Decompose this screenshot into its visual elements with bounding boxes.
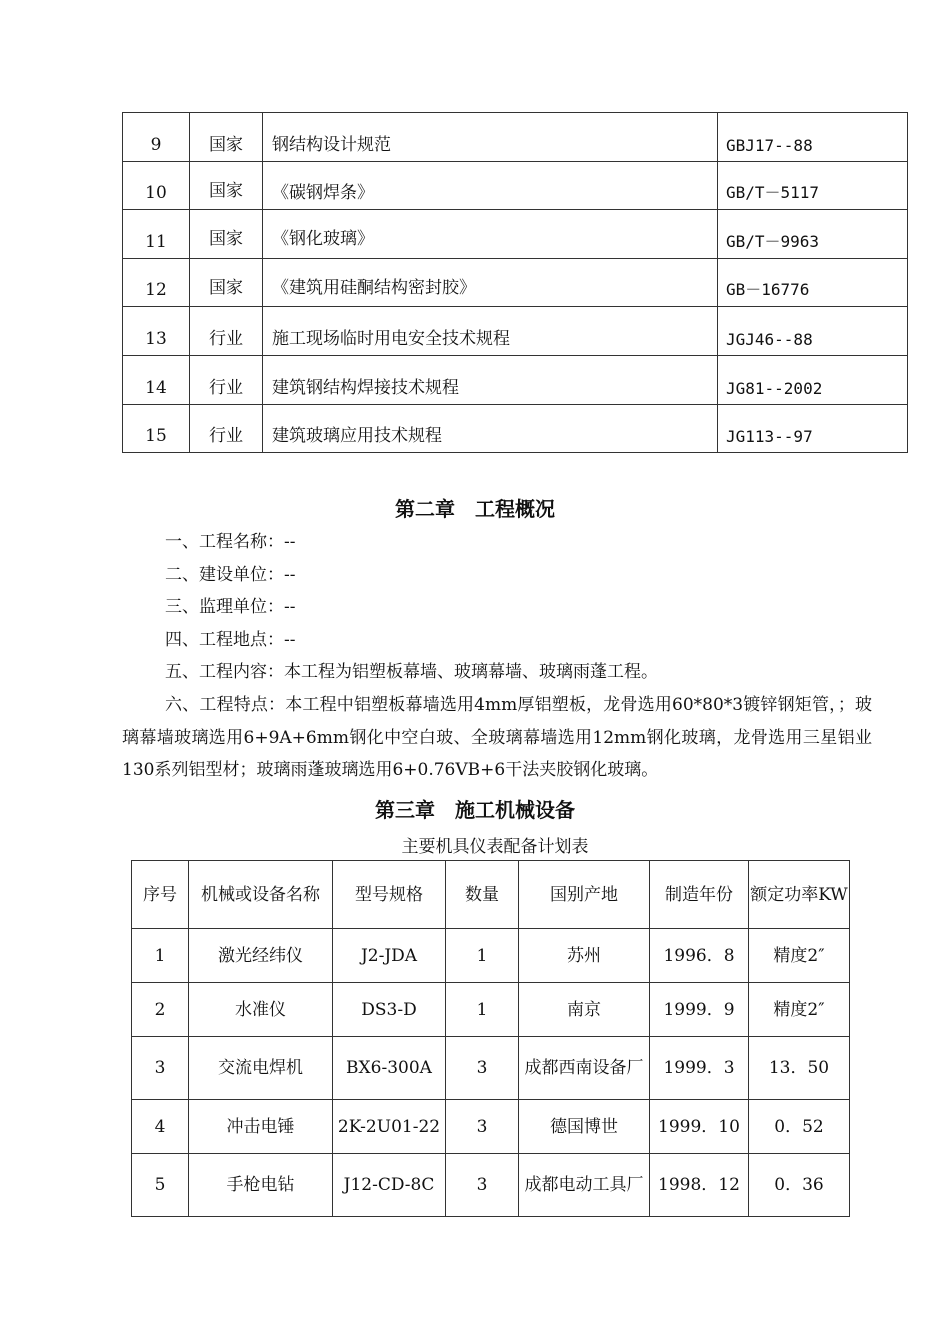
standards-table — [122, 112, 908, 453]
table-cell: DS3-D — [333, 983, 446, 1037]
table-row — [123, 113, 908, 162]
standard-level: 行业 — [190, 307, 263, 356]
standard-number: 12 — [123, 258, 190, 307]
table-cell: 水准仪 — [189, 983, 333, 1037]
header-cell: 序号 — [132, 861, 189, 929]
equipment-table — [131, 860, 850, 1217]
table-cell: 13．50 — [749, 1037, 850, 1100]
client-line: 二、建设单位：-- — [165, 565, 296, 585]
standard-name: 《碳钢焊条》 — [263, 161, 718, 210]
standard-number: 14 — [123, 355, 190, 404]
standard-code: GB/T－9963 — [718, 210, 908, 259]
table-cell: 3 — [132, 1037, 189, 1100]
standard-code: JGJ46--88 — [718, 307, 908, 356]
table-cell: 1 — [446, 929, 519, 983]
table-row — [132, 983, 850, 1037]
supervisor-line: 三、监理单位：-- — [165, 597, 296, 617]
header-cell: 型号规格 — [333, 861, 446, 929]
table-cell: 0．36 — [749, 1154, 850, 1217]
standard-code: JG113--97 — [718, 404, 908, 453]
content-line: 五、工程内容：本工程为铝塑板幕墙、玻璃幕墙、玻璃雨蓬工程。 — [165, 662, 658, 682]
standard-code: GB/T－5117 — [718, 161, 908, 210]
standard-code: GBJ17--88 — [718, 113, 908, 162]
table-cell: 1999．10 — [650, 1100, 749, 1154]
table-row — [132, 1100, 850, 1154]
table-cell: 3 — [446, 1154, 519, 1217]
table-cell: 1999．9 — [650, 983, 749, 1037]
table-cell: 苏州 — [519, 929, 650, 983]
table-row — [132, 1154, 850, 1217]
table-cell: 3 — [446, 1037, 519, 1100]
table-cell: 0．52 — [749, 1100, 850, 1154]
table-caption: 主要机具仪表配备计划表 — [401, 837, 589, 857]
standard-name: 钢结构设计规范 — [263, 113, 718, 162]
table-row — [123, 258, 908, 307]
table-cell: 激光经纬仪 — [189, 929, 333, 983]
standard-code: JG81--2002 — [718, 355, 908, 404]
header-cell: 制造年份 — [650, 861, 749, 929]
standard-level: 国家 — [190, 113, 263, 162]
table-row — [123, 307, 908, 356]
table-cell: 1 — [446, 983, 519, 1037]
table-row — [132, 929, 850, 983]
table-cell: 成都西南设备厂 — [519, 1037, 650, 1100]
header-cell: 国别产地 — [519, 861, 650, 929]
standard-level: 国家 — [190, 210, 263, 259]
standard-name: 《钢化玻璃》 — [263, 210, 718, 259]
table-cell: 南京 — [519, 983, 650, 1037]
standard-level: 行业 — [190, 355, 263, 404]
table-cell: J12-CD-8C — [333, 1154, 446, 1217]
table-cell: 精度2″ — [749, 983, 850, 1037]
table-header-row — [132, 861, 850, 929]
header-cell: 额定功率KW — [749, 861, 850, 929]
table-row — [123, 161, 908, 210]
table-row — [123, 404, 908, 453]
standard-code: GB－16776 — [718, 258, 908, 307]
table-cell: 2 — [132, 983, 189, 1037]
table-cell: 1 — [132, 929, 189, 983]
standard-number: 11 — [123, 210, 190, 259]
table-cell: 5 — [132, 1154, 189, 1217]
table-cell: 冲击电锤 — [189, 1100, 333, 1154]
table-cell: 1998．12 — [650, 1154, 749, 1217]
table-row — [132, 1037, 850, 1100]
header-cell: 机械或设备名称 — [189, 861, 333, 929]
table-cell: 1999．3 — [650, 1037, 749, 1100]
table-cell: 精度2″ — [749, 929, 850, 983]
location-line: 四、工程地点：-- — [165, 630, 296, 650]
standard-name: 施工现场临时用电安全技术规程 — [263, 307, 718, 356]
table-cell: 2K-2U01-22 — [333, 1100, 446, 1154]
chapter-3-title: 第三章 施工机械设备 — [375, 798, 575, 822]
standard-name: 《建筑用硅酮结构密封胶》 — [263, 258, 718, 307]
standard-name: 建筑钢结构焊接技术规程 — [263, 355, 718, 404]
table-cell: 德国博世 — [519, 1100, 650, 1154]
table-cell: 3 — [446, 1100, 519, 1154]
table-row — [123, 355, 908, 404]
standard-number: 9 — [123, 113, 190, 162]
standard-level: 国家 — [190, 258, 263, 307]
table-cell: 成都电动工具厂 — [519, 1154, 650, 1217]
standard-level: 行业 — [190, 404, 263, 453]
table-cell: BX6-300A — [333, 1037, 446, 1100]
header-cell: 数量 — [446, 861, 519, 929]
standard-number: 15 — [123, 404, 190, 453]
table-cell: J2-JDA — [333, 929, 446, 983]
table-cell: 手枪电钻 — [189, 1154, 333, 1217]
chapter-2-title: 第二章 工程概况 — [395, 497, 555, 521]
standard-level: 国家 — [190, 161, 263, 210]
project-name-line: 一、工程名称：-- — [165, 532, 296, 552]
table-row — [123, 210, 908, 259]
features-paragraph: 六、工程特点：本工程中铝塑板幕墙选用4mm厚铝塑板，龙骨选用60*80*3镀锌钢矩管，；玻璃幕墙玻璃选用6+9A+6mm钢化中空白玻、全玻璃幕墙选用12mm钢化玻璃，龙骨选用三星铝业130系列铝型材；玻璃雨蓬玻璃选用6+0.76VB+6干法夹胶钢化玻璃。 — [122, 695, 872, 780]
table-cell: 4 — [132, 1100, 189, 1154]
table-cell: 1996．8 — [650, 929, 749, 983]
standard-number: 13 — [123, 307, 190, 356]
table-cell: 交流电焊机 — [189, 1037, 333, 1100]
standard-name: 建筑玻璃应用技术规程 — [263, 404, 718, 453]
standard-number: 10 — [123, 161, 190, 210]
